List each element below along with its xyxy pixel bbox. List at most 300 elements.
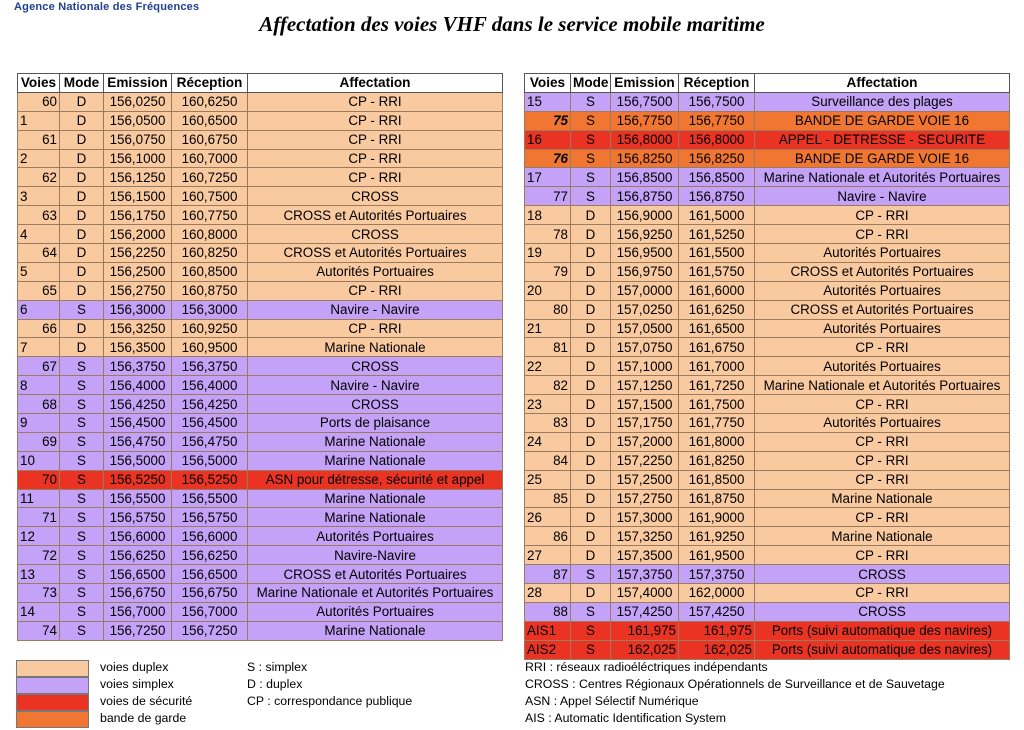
cell-voie: 79 bbox=[525, 262, 571, 281]
cell-affectation: Navire - Navire bbox=[248, 300, 503, 319]
cell-affectation: CP - RRI bbox=[755, 395, 1010, 414]
cell-mode: S bbox=[571, 111, 611, 130]
cell-affectation: CP - RRI bbox=[248, 168, 503, 187]
cell-emission: 156,5750 bbox=[104, 508, 172, 527]
cell-voie: 28 bbox=[525, 584, 571, 603]
cell-mode: D bbox=[60, 149, 104, 168]
cell-affectation: Marine Nationale bbox=[248, 621, 503, 640]
table-row bbox=[18, 319, 503, 338]
cell-voie: 66 bbox=[18, 319, 60, 338]
cell-reception: 162,025 bbox=[679, 640, 755, 659]
cell-voie: 81 bbox=[525, 338, 571, 357]
table-row bbox=[525, 470, 1010, 489]
cell-reception: 156,4250 bbox=[172, 395, 248, 414]
cell-reception: 156,4000 bbox=[172, 376, 248, 395]
table-row bbox=[18, 621, 503, 640]
cell-reception: 161,5500 bbox=[679, 244, 755, 263]
cell-affectation: BANDE DE GARDE VOIE 16 bbox=[755, 149, 1010, 168]
cell-mode: D bbox=[571, 319, 611, 338]
table-row bbox=[525, 206, 1010, 225]
cell-emission: 156,9500 bbox=[611, 244, 679, 263]
cell-mode: D bbox=[571, 244, 611, 263]
cell-emission: 156,7750 bbox=[611, 111, 679, 130]
cell-reception: 161,9250 bbox=[679, 527, 755, 546]
cell-affectation: Ports de plaisance bbox=[248, 414, 503, 433]
cell-reception: 161,8000 bbox=[679, 432, 755, 451]
table-row bbox=[18, 527, 503, 546]
cell-reception: 157,3750 bbox=[679, 565, 755, 584]
cell-mode: D bbox=[571, 470, 611, 489]
table-row bbox=[525, 130, 1010, 149]
table-row bbox=[525, 546, 1010, 565]
table-row bbox=[525, 395, 1010, 414]
cell-reception: 161,6750 bbox=[679, 338, 755, 357]
col-header-mode: Mode bbox=[571, 74, 611, 93]
cell-affectation: CP - RRI bbox=[248, 92, 503, 111]
cell-reception: 156,6500 bbox=[172, 565, 248, 584]
cell-voie: 65 bbox=[18, 281, 60, 300]
cell-voie: 7 bbox=[18, 338, 60, 357]
cell-affectation: Marine Nationale bbox=[248, 489, 503, 508]
cell-voie: 78 bbox=[525, 225, 571, 244]
col-header-voies: Voies bbox=[18, 74, 60, 93]
cell-emission: 157,2250 bbox=[611, 451, 679, 470]
cell-emission: 156,9250 bbox=[611, 225, 679, 244]
cell-emission: 156,5250 bbox=[104, 470, 172, 489]
cell-mode: D bbox=[60, 262, 104, 281]
cell-affectation: CROSS bbox=[248, 187, 503, 206]
cell-affectation: CROSS bbox=[755, 565, 1010, 584]
cell-reception: 156,5250 bbox=[172, 470, 248, 489]
legend-abbr-cross: CROSS : Centres Régionaux Opérationnels de Surveillance et de Sauvetage bbox=[525, 677, 945, 691]
cell-affectation: BANDE DE GARDE VOIE 16 bbox=[755, 111, 1010, 130]
table-row bbox=[525, 451, 1010, 470]
cell-reception: 160,8000 bbox=[172, 225, 248, 244]
cell-affectation: APPEL - DETRESSE - SECURITE bbox=[755, 130, 1010, 149]
cell-mode: D bbox=[60, 206, 104, 225]
table-row bbox=[525, 584, 1010, 603]
cell-mode: S bbox=[60, 584, 104, 603]
cell-affectation: CP - RRI bbox=[755, 546, 1010, 565]
cell-mode: S bbox=[60, 357, 104, 376]
cell-emission: 156,7500 bbox=[611, 92, 679, 111]
cell-mode: D bbox=[571, 262, 611, 281]
cell-mode: S bbox=[571, 187, 611, 206]
table-row bbox=[525, 414, 1010, 433]
cell-voie: 23 bbox=[525, 395, 571, 414]
cell-mode: D bbox=[571, 281, 611, 300]
cell-affectation: Marine Nationale bbox=[248, 451, 503, 470]
table-row bbox=[525, 602, 1010, 621]
table-row bbox=[18, 602, 503, 621]
cell-affectation: ASN pour détresse, sécurité et appel bbox=[248, 470, 503, 489]
cell-mode: S bbox=[571, 149, 611, 168]
cell-emission: 156,1500 bbox=[104, 187, 172, 206]
cell-affectation: Ports (suivi automatique des navires) bbox=[755, 621, 1010, 640]
cell-voie: 61 bbox=[18, 130, 60, 149]
cell-reception: 156,8750 bbox=[679, 187, 755, 206]
cell-reception: 161,5750 bbox=[679, 262, 755, 281]
cell-affectation: Autorités Portuaires bbox=[755, 357, 1010, 376]
cell-emission: 157,2500 bbox=[611, 470, 679, 489]
table-row bbox=[18, 281, 503, 300]
table-row bbox=[18, 262, 503, 281]
cell-affectation: CP - RRI bbox=[755, 225, 1010, 244]
cell-affectation: Marine Nationale bbox=[248, 338, 503, 357]
cell-emission: 157,1750 bbox=[611, 414, 679, 433]
table-row bbox=[525, 187, 1010, 206]
table-row bbox=[525, 489, 1010, 508]
table-row bbox=[18, 357, 503, 376]
cell-affectation: CP - RRI bbox=[755, 470, 1010, 489]
table-row bbox=[525, 640, 1010, 659]
legend-abbr-ais: AIS : Automatic Identification System bbox=[525, 711, 726, 725]
cell-reception: 156,6250 bbox=[172, 546, 248, 565]
cell-affectation: CROSS bbox=[248, 395, 503, 414]
cell-mode: D bbox=[571, 300, 611, 319]
cell-affectation: Ports (suivi automatique des navires) bbox=[755, 640, 1010, 659]
cell-emission: 157,3250 bbox=[611, 527, 679, 546]
cell-voie: 83 bbox=[525, 414, 571, 433]
legend-swatch-garde bbox=[16, 711, 89, 728]
cell-affectation: Marine Nationale bbox=[248, 432, 503, 451]
table-row bbox=[525, 281, 1010, 300]
cell-reception: 161,5250 bbox=[679, 225, 755, 244]
cell-voie: 88 bbox=[525, 602, 571, 621]
cell-mode: S bbox=[571, 602, 611, 621]
table-row bbox=[18, 300, 503, 319]
cell-emission: 161,975 bbox=[611, 621, 679, 640]
cell-mode: S bbox=[571, 640, 611, 659]
legend-mode-simplex: S : simplex bbox=[247, 660, 308, 674]
table-row bbox=[525, 357, 1010, 376]
cell-mode: D bbox=[60, 244, 104, 263]
cell-emission: 156,8000 bbox=[611, 130, 679, 149]
table-row bbox=[18, 546, 503, 565]
cell-reception: 156,5750 bbox=[172, 508, 248, 527]
cell-voie: 85 bbox=[525, 489, 571, 508]
cell-affectation: Autorités Portuaires bbox=[755, 414, 1010, 433]
channel-table-left bbox=[17, 73, 503, 641]
legend-swatch-duplex bbox=[16, 660, 89, 677]
cell-reception: 160,6500 bbox=[172, 111, 248, 130]
cell-voie: 8 bbox=[18, 376, 60, 395]
cell-affectation: CP - RRI bbox=[755, 206, 1010, 225]
cell-reception: 160,8500 bbox=[172, 262, 248, 281]
cell-reception: 161,6000 bbox=[679, 281, 755, 300]
legend-swatch-securite bbox=[16, 694, 89, 711]
cell-emission: 157,4250 bbox=[611, 602, 679, 621]
cell-mode: S bbox=[571, 168, 611, 187]
cell-mode: D bbox=[60, 338, 104, 357]
cell-mode: S bbox=[571, 130, 611, 149]
cell-emission: 156,5500 bbox=[104, 489, 172, 508]
cell-mode: D bbox=[571, 414, 611, 433]
cell-voie: 19 bbox=[525, 244, 571, 263]
cell-voie: 87 bbox=[525, 565, 571, 584]
cell-affectation: Navire-Navire bbox=[248, 546, 503, 565]
cell-reception: 161,975 bbox=[679, 621, 755, 640]
cell-reception: 156,3750 bbox=[172, 357, 248, 376]
cell-emission: 156,5000 bbox=[104, 451, 172, 470]
cell-emission: 156,3500 bbox=[104, 338, 172, 357]
cell-reception: 160,6750 bbox=[172, 130, 248, 149]
cell-reception: 156,6000 bbox=[172, 527, 248, 546]
cell-voie: 26 bbox=[525, 508, 571, 527]
table-row bbox=[525, 319, 1010, 338]
cell-affectation: Marine Nationale bbox=[755, 527, 1010, 546]
cell-affectation: CP - RRI bbox=[248, 130, 503, 149]
cell-mode: D bbox=[571, 508, 611, 527]
cell-reception: 160,7500 bbox=[172, 187, 248, 206]
cell-reception: 161,6250 bbox=[679, 300, 755, 319]
cell-affectation: CP - RRI bbox=[755, 451, 1010, 470]
table-row bbox=[18, 489, 503, 508]
col-header-reception: Réception bbox=[172, 74, 248, 93]
cell-affectation: Marine Nationale et Autorités Portuaires bbox=[755, 376, 1010, 395]
cell-voie: AIS2 bbox=[525, 640, 571, 659]
cell-voie: 6 bbox=[18, 300, 60, 319]
table-row bbox=[18, 451, 503, 470]
cell-voie: 25 bbox=[525, 470, 571, 489]
cell-mode: D bbox=[571, 527, 611, 546]
cell-emission: 156,3750 bbox=[104, 357, 172, 376]
legend-abbr-rri: RRI : réseaux radioéléctriques indépendants bbox=[525, 660, 768, 674]
cell-voie: 63 bbox=[18, 206, 60, 225]
cell-emission: 156,6750 bbox=[104, 584, 172, 603]
cell-voie: 21 bbox=[525, 319, 571, 338]
cell-affectation: CROSS bbox=[248, 357, 503, 376]
cell-emission: 156,8250 bbox=[611, 149, 679, 168]
col-header-mode: Mode bbox=[60, 74, 104, 93]
cell-voie: 77 bbox=[525, 187, 571, 206]
table-row bbox=[525, 508, 1010, 527]
cell-affectation: Marine Nationale bbox=[755, 489, 1010, 508]
cell-reception: 161,7000 bbox=[679, 357, 755, 376]
cell-emission: 156,7250 bbox=[104, 621, 172, 640]
cell-emission: 156,4750 bbox=[104, 432, 172, 451]
page-title: Affectation des voies VHF dans le service mobile maritime bbox=[259, 12, 765, 36]
cell-reception: 162,0000 bbox=[679, 584, 755, 603]
cell-mode: D bbox=[571, 376, 611, 395]
cell-voie: 14 bbox=[18, 602, 60, 621]
cell-mode: S bbox=[60, 414, 104, 433]
cell-emission: 157,3000 bbox=[611, 508, 679, 527]
cell-emission: 157,4000 bbox=[611, 584, 679, 603]
table-header-row bbox=[525, 74, 1010, 93]
cell-reception: 161,7500 bbox=[679, 395, 755, 414]
cell-emission: 156,0750 bbox=[104, 130, 172, 149]
cell-voie: 74 bbox=[18, 621, 60, 640]
cell-mode: D bbox=[571, 489, 611, 508]
cell-reception: 156,7500 bbox=[679, 92, 755, 111]
table-row bbox=[18, 130, 503, 149]
cell-mode: D bbox=[571, 206, 611, 225]
cell-affectation: Autorités Portuaires bbox=[755, 244, 1010, 263]
cell-mode: D bbox=[571, 546, 611, 565]
cell-mode: D bbox=[571, 357, 611, 376]
col-header-affectation: Affectation bbox=[248, 74, 503, 93]
cell-voie: 67 bbox=[18, 357, 60, 376]
cell-affectation: CROSS et Autorités Portuaires bbox=[755, 300, 1010, 319]
cell-voie: 68 bbox=[18, 395, 60, 414]
legend-cp: CP : correspondance publique bbox=[247, 694, 413, 708]
table-row bbox=[18, 470, 503, 489]
col-header-voies: Voies bbox=[525, 74, 571, 93]
cell-affectation: CP - RRI bbox=[248, 111, 503, 130]
cell-affectation: CP - RRI bbox=[248, 149, 503, 168]
cell-affectation: Autorités Portuaires bbox=[248, 262, 503, 281]
cell-affectation: CROSS bbox=[248, 225, 503, 244]
legend-label-duplex: voies duplex bbox=[100, 660, 169, 674]
table-row bbox=[525, 168, 1010, 187]
cell-mode: D bbox=[60, 130, 104, 149]
table-row bbox=[18, 376, 503, 395]
cell-affectation: CROSS et Autorités Portuaires bbox=[755, 262, 1010, 281]
cell-affectation: Marine Nationale bbox=[248, 508, 503, 527]
cell-voie: 70 bbox=[18, 470, 60, 489]
cell-emission: 156,8750 bbox=[611, 187, 679, 206]
cell-emission: 157,0750 bbox=[611, 338, 679, 357]
cell-mode: S bbox=[571, 621, 611, 640]
cell-emission: 156,6500 bbox=[104, 565, 172, 584]
cell-reception: 161,7250 bbox=[679, 376, 755, 395]
cell-emission: 156,1250 bbox=[104, 168, 172, 187]
cell-affectation: CP - RRI bbox=[755, 432, 1010, 451]
cell-reception: 160,8750 bbox=[172, 281, 248, 300]
cell-mode: S bbox=[60, 395, 104, 414]
cell-voie: 15 bbox=[525, 92, 571, 111]
cell-voie: 24 bbox=[525, 432, 571, 451]
cell-reception: 156,8000 bbox=[679, 130, 755, 149]
table-row bbox=[525, 527, 1010, 546]
table-row bbox=[525, 300, 1010, 319]
cell-mode: S bbox=[60, 565, 104, 584]
cell-voie: 12 bbox=[18, 527, 60, 546]
col-header-reception: Réception bbox=[679, 74, 755, 93]
table-row bbox=[18, 338, 503, 357]
cell-voie: 64 bbox=[18, 244, 60, 263]
table-row bbox=[525, 111, 1010, 130]
cell-affectation: CROSS bbox=[755, 602, 1010, 621]
legend-mode-duplex: D : duplex bbox=[247, 677, 303, 691]
table-row bbox=[18, 149, 503, 168]
cell-voie: 22 bbox=[525, 357, 571, 376]
cell-mode: D bbox=[571, 432, 611, 451]
table-row bbox=[18, 168, 503, 187]
cell-mode: S bbox=[60, 602, 104, 621]
cell-emission: 156,4500 bbox=[104, 414, 172, 433]
cell-mode: S bbox=[60, 432, 104, 451]
cell-mode: D bbox=[60, 187, 104, 206]
table-row bbox=[18, 565, 503, 584]
col-header-affectation: Affectation bbox=[755, 74, 1010, 93]
cell-emission: 157,2000 bbox=[611, 432, 679, 451]
cell-emission: 157,3500 bbox=[611, 546, 679, 565]
cell-emission: 157,0250 bbox=[611, 300, 679, 319]
cell-emission: 156,9000 bbox=[611, 206, 679, 225]
cell-emission: 156,9750 bbox=[611, 262, 679, 281]
table-row bbox=[18, 432, 503, 451]
cell-affectation: CP - RRI bbox=[248, 281, 503, 300]
cell-affectation: Navire - Navire bbox=[755, 187, 1010, 206]
cell-mode: D bbox=[60, 319, 104, 338]
table-row bbox=[18, 414, 503, 433]
cell-affectation: CROSS et Autorités Portuaires bbox=[248, 565, 503, 584]
table-row bbox=[525, 262, 1010, 281]
cell-reception: 156,7750 bbox=[679, 111, 755, 130]
cell-voie: 27 bbox=[525, 546, 571, 565]
cell-emission: 157,2750 bbox=[611, 489, 679, 508]
cell-emission: 156,3000 bbox=[104, 300, 172, 319]
cell-affectation: Marine Nationale et Autorités Portuaires bbox=[755, 168, 1010, 187]
cell-reception: 156,3000 bbox=[172, 300, 248, 319]
cell-affectation: Autorités Portuaires bbox=[248, 527, 503, 546]
cell-emission: 156,0250 bbox=[104, 92, 172, 111]
cell-mode: S bbox=[60, 508, 104, 527]
table-row bbox=[18, 584, 503, 603]
cell-emission: 156,8500 bbox=[611, 168, 679, 187]
cell-emission: 157,1500 bbox=[611, 395, 679, 414]
cell-mode: S bbox=[60, 376, 104, 395]
cell-emission: 156,6250 bbox=[104, 546, 172, 565]
legend-label-simplex: voies simplex bbox=[100, 677, 174, 691]
cell-mode: S bbox=[60, 489, 104, 508]
cell-affectation: Autorités Portuaires bbox=[755, 281, 1010, 300]
cell-reception: 157,4250 bbox=[679, 602, 755, 621]
cell-reception: 160,7750 bbox=[172, 206, 248, 225]
cell-reception: 161,9500 bbox=[679, 546, 755, 565]
cell-voie: 1 bbox=[18, 111, 60, 130]
cell-emission: 156,2750 bbox=[104, 281, 172, 300]
cell-voie: 71 bbox=[18, 508, 60, 527]
cell-reception: 160,6250 bbox=[172, 92, 248, 111]
cell-affectation: CP - RRI bbox=[248, 319, 503, 338]
cell-emission: 156,2000 bbox=[104, 225, 172, 244]
cell-emission: 156,0500 bbox=[104, 111, 172, 130]
cell-reception: 156,5000 bbox=[172, 451, 248, 470]
cell-emission: 156,4250 bbox=[104, 395, 172, 414]
cell-voie: 10 bbox=[18, 451, 60, 470]
legend-label-garde: bande de garde bbox=[100, 711, 187, 725]
cell-reception: 161,8250 bbox=[679, 451, 755, 470]
table-row bbox=[525, 621, 1010, 640]
cell-reception: 161,8500 bbox=[679, 470, 755, 489]
cell-reception: 156,6750 bbox=[172, 584, 248, 603]
cell-mode: D bbox=[571, 451, 611, 470]
cell-reception: 160,7000 bbox=[172, 149, 248, 168]
cell-voie: 17 bbox=[525, 168, 571, 187]
cell-mode: D bbox=[571, 338, 611, 357]
cell-mode: S bbox=[60, 300, 104, 319]
cell-reception: 156,4500 bbox=[172, 414, 248, 433]
cell-voie: 18 bbox=[525, 206, 571, 225]
col-header-emission: Emission bbox=[104, 74, 172, 93]
table-row bbox=[18, 244, 503, 263]
table-row bbox=[525, 376, 1010, 395]
cell-emission: 156,6000 bbox=[104, 527, 172, 546]
cell-voie: 9 bbox=[18, 414, 60, 433]
legend-abbr-asn: ASN : Appel Sélectif Numérique bbox=[525, 694, 699, 708]
cell-affectation: Marine Nationale et Autorités Portuaires bbox=[248, 584, 503, 603]
cell-reception: 156,8500 bbox=[679, 168, 755, 187]
cell-reception: 156,5500 bbox=[172, 489, 248, 508]
cell-voie: 69 bbox=[18, 432, 60, 451]
cell-voie: 75 bbox=[525, 111, 571, 130]
cell-voie: 2 bbox=[18, 149, 60, 168]
cell-voie: 82 bbox=[525, 376, 571, 395]
cell-reception: 160,9250 bbox=[172, 319, 248, 338]
